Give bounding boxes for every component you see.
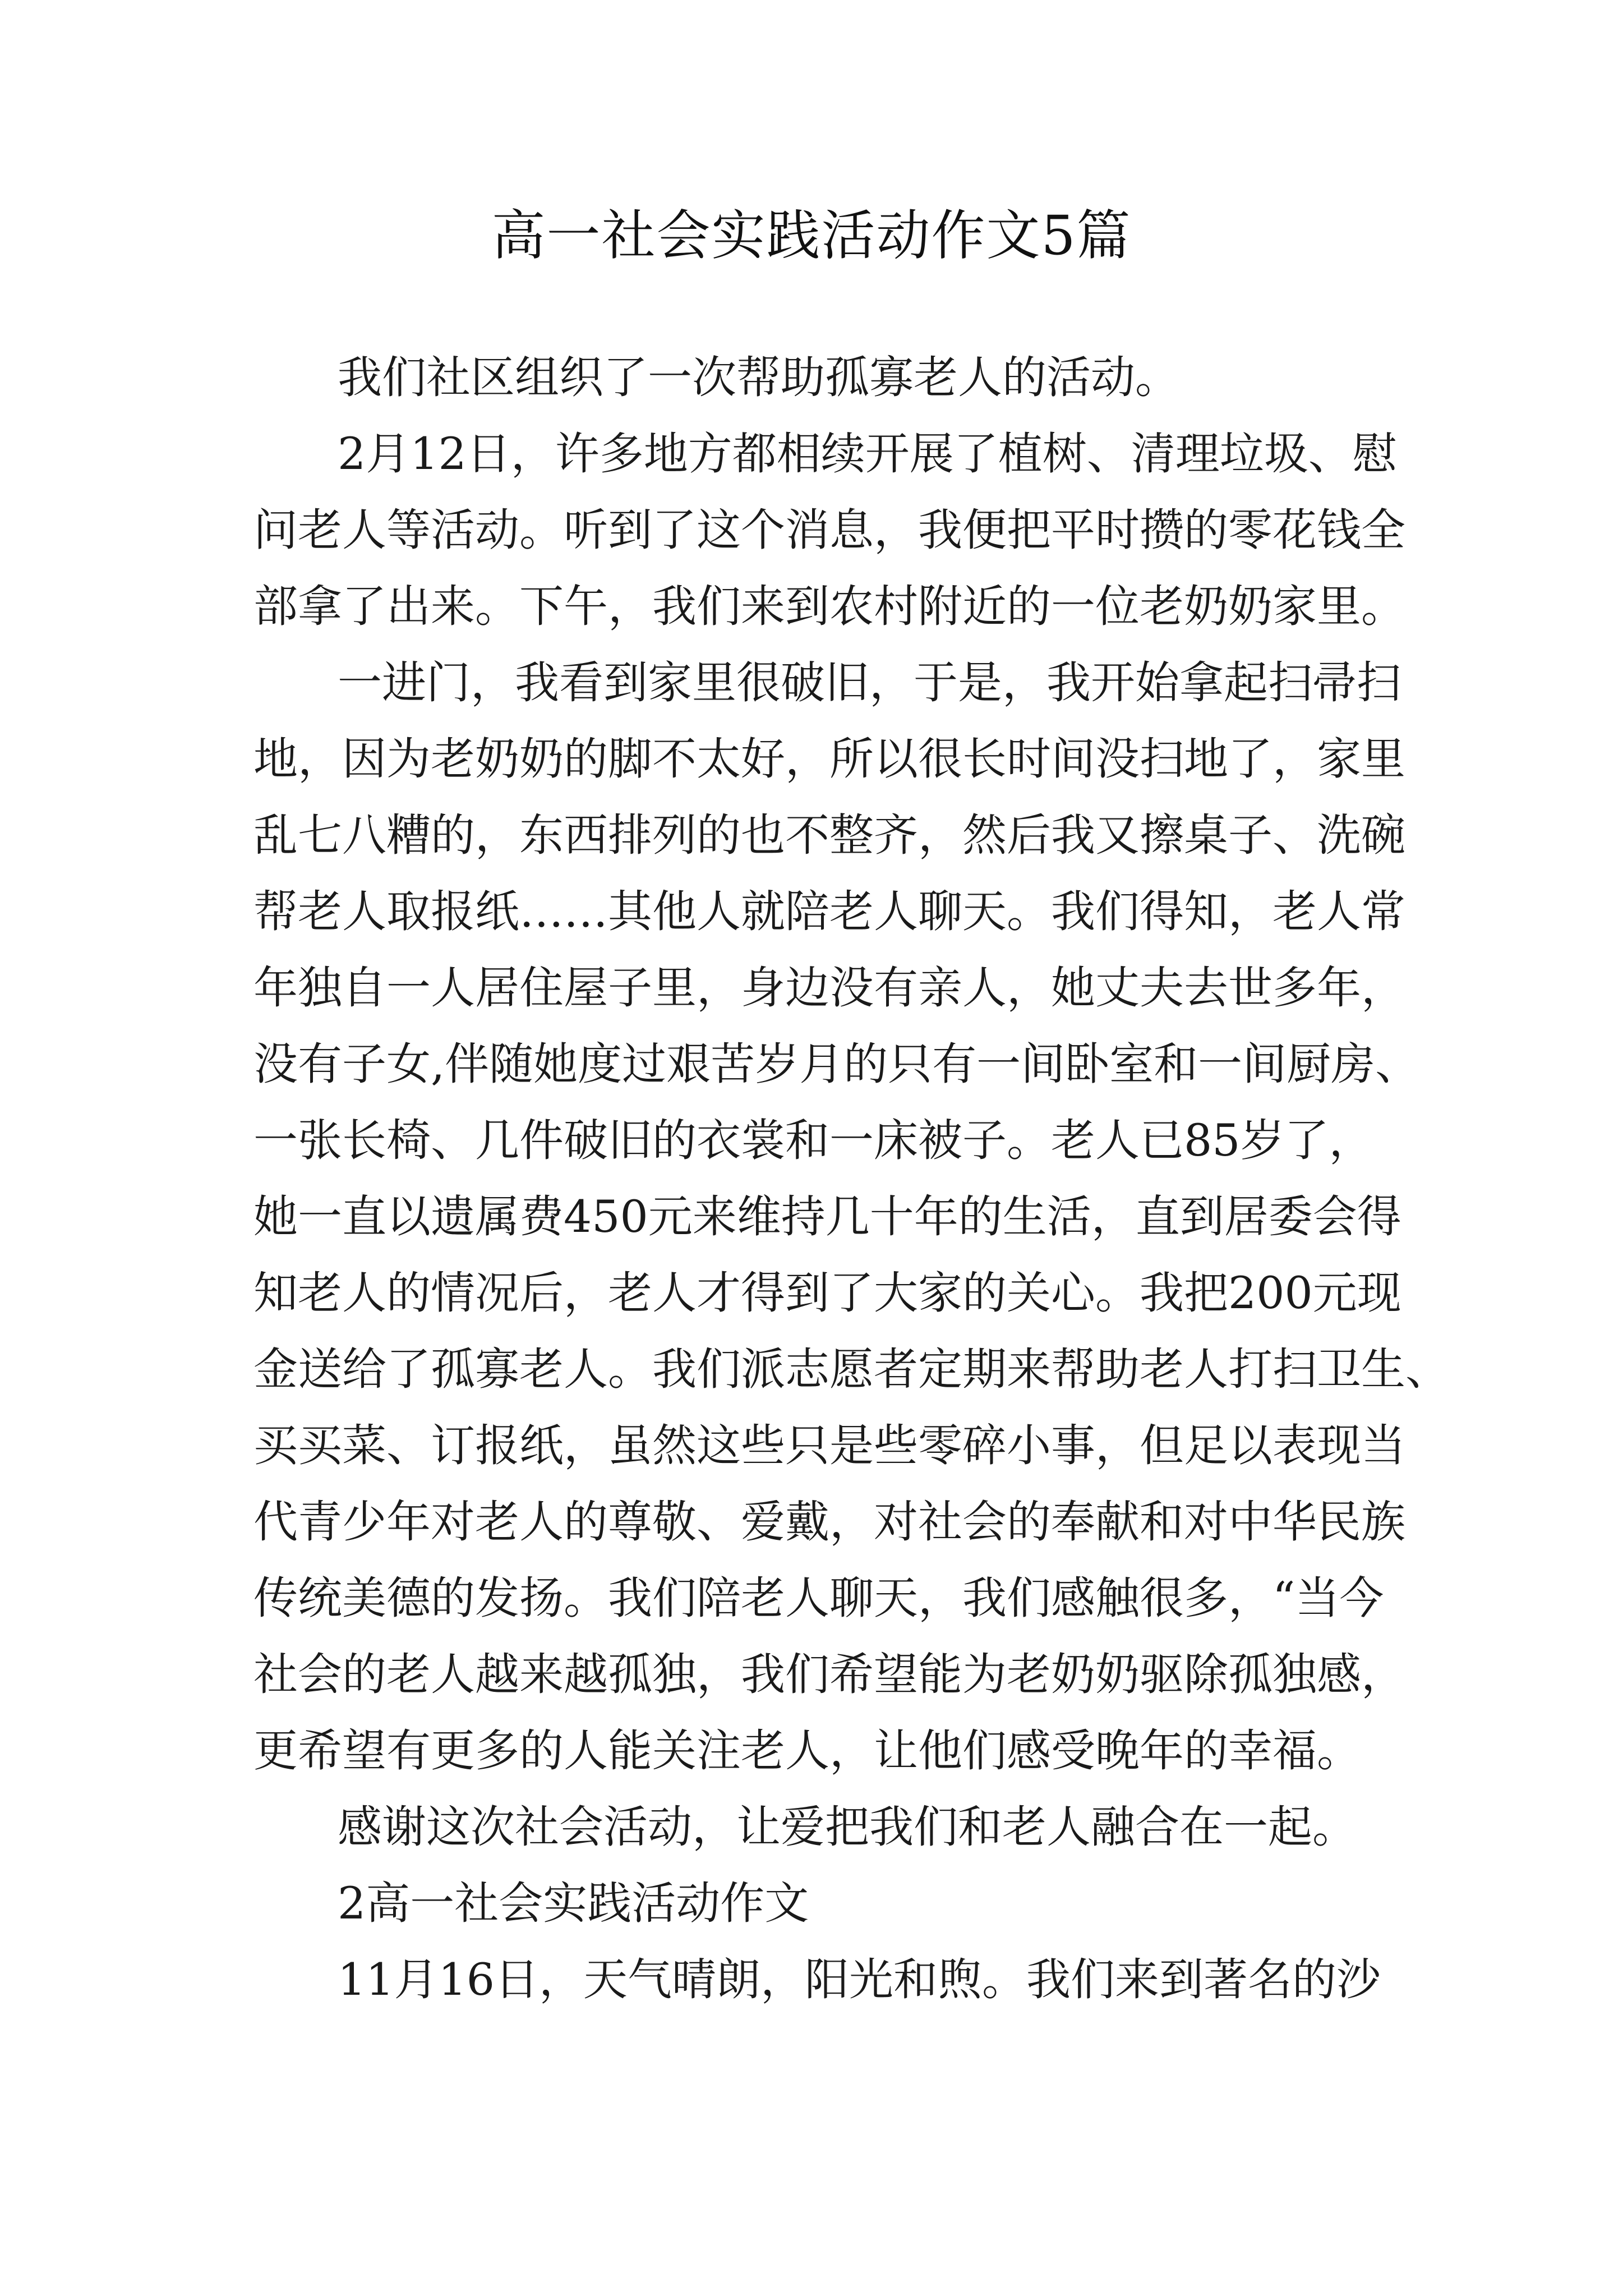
paragraph-line: 11月16日，天气晴朗，阳光和煦。我们来到著名的沙 bbox=[338, 1954, 1381, 2005]
paragraph-line: 感谢这次社会活动，让爱把我们和老人融合在一起。 bbox=[338, 1801, 1357, 1853]
paragraph-line: 2月12日，许多地方都相续开展了植树、清理垃圾、慰 bbox=[338, 428, 1397, 480]
paragraph-line: 知老人的情况后，老人才得到了大家的关心。我把200元现 bbox=[253, 1267, 1401, 1319]
paragraph-line: 没有子女,伴随她度过艰苦岁月的只有一间卧室和一间厨房、 bbox=[253, 1038, 1420, 1090]
paragraph-line: 我们社区组织了一次帮助孤寡老人的活动。 bbox=[338, 352, 1179, 403]
paragraph-line: 她一直以遗属费450元来维持几十年的生活，直到居委会得 bbox=[253, 1191, 1401, 1243]
paragraph-line: 年独自一人居住屋子里，身边没有亲人，她丈夫去世多年， bbox=[253, 962, 1405, 1014]
document-title: 高一社会实践活动作文5篇 bbox=[491, 204, 1132, 267]
paragraph-line: 传统美德的发扬。我们陪老人聊天，我们感触很多，“当今 bbox=[253, 1572, 1384, 1624]
paragraph-line: 部拿了出来。下午，我们来到农村附近的一位老奶奶家里。 bbox=[253, 581, 1405, 632]
paragraph-line: 社会的老人越来越孤独，我们希望能为老奶奶驱除孤独感， bbox=[253, 1649, 1405, 1700]
paragraph-line: 买买菜、订报纸，虽然这些只是些零碎小事，但足以表现当 bbox=[253, 1420, 1405, 1471]
paragraph-line: 更希望有更多的人能关注老人，让他们感受晚年的幸福。 bbox=[253, 1725, 1361, 1777]
paragraph-line: 代青少年对老人的尊敬、爱戴，对社会的奉献和对中华民族 bbox=[253, 1496, 1405, 1548]
paragraph-line: 问老人等活动。听到了这个消息，我便把平时攒的零花钱全 bbox=[253, 504, 1405, 556]
paragraph-line: 地，因为老奶奶的脚不太好，所以很长时间没扫地了，家里 bbox=[253, 733, 1405, 785]
paragraph-line: 金送给了孤寡老人。我们派志愿者定期来帮助老人打扫卫生、 bbox=[253, 1343, 1450, 1395]
paragraph-line: 一张长椅、几件破旧的衣裳和一床被子。老人已85岁了， bbox=[253, 1115, 1373, 1166]
paragraph-line: 帮老人取报纸……其他人就陪老人聊天。我们得知，老人常 bbox=[253, 886, 1405, 937]
section-heading: 2高一社会实践活动作文 bbox=[338, 1878, 809, 1929]
paragraph-line: 一进门，我看到家里很破旧，于是，我开始拿起扫帚扫 bbox=[338, 657, 1401, 708]
paragraph-line: 乱七八糟的，东西排列的也不整齐，然后我又擦桌子、洗碗 bbox=[253, 809, 1405, 861]
